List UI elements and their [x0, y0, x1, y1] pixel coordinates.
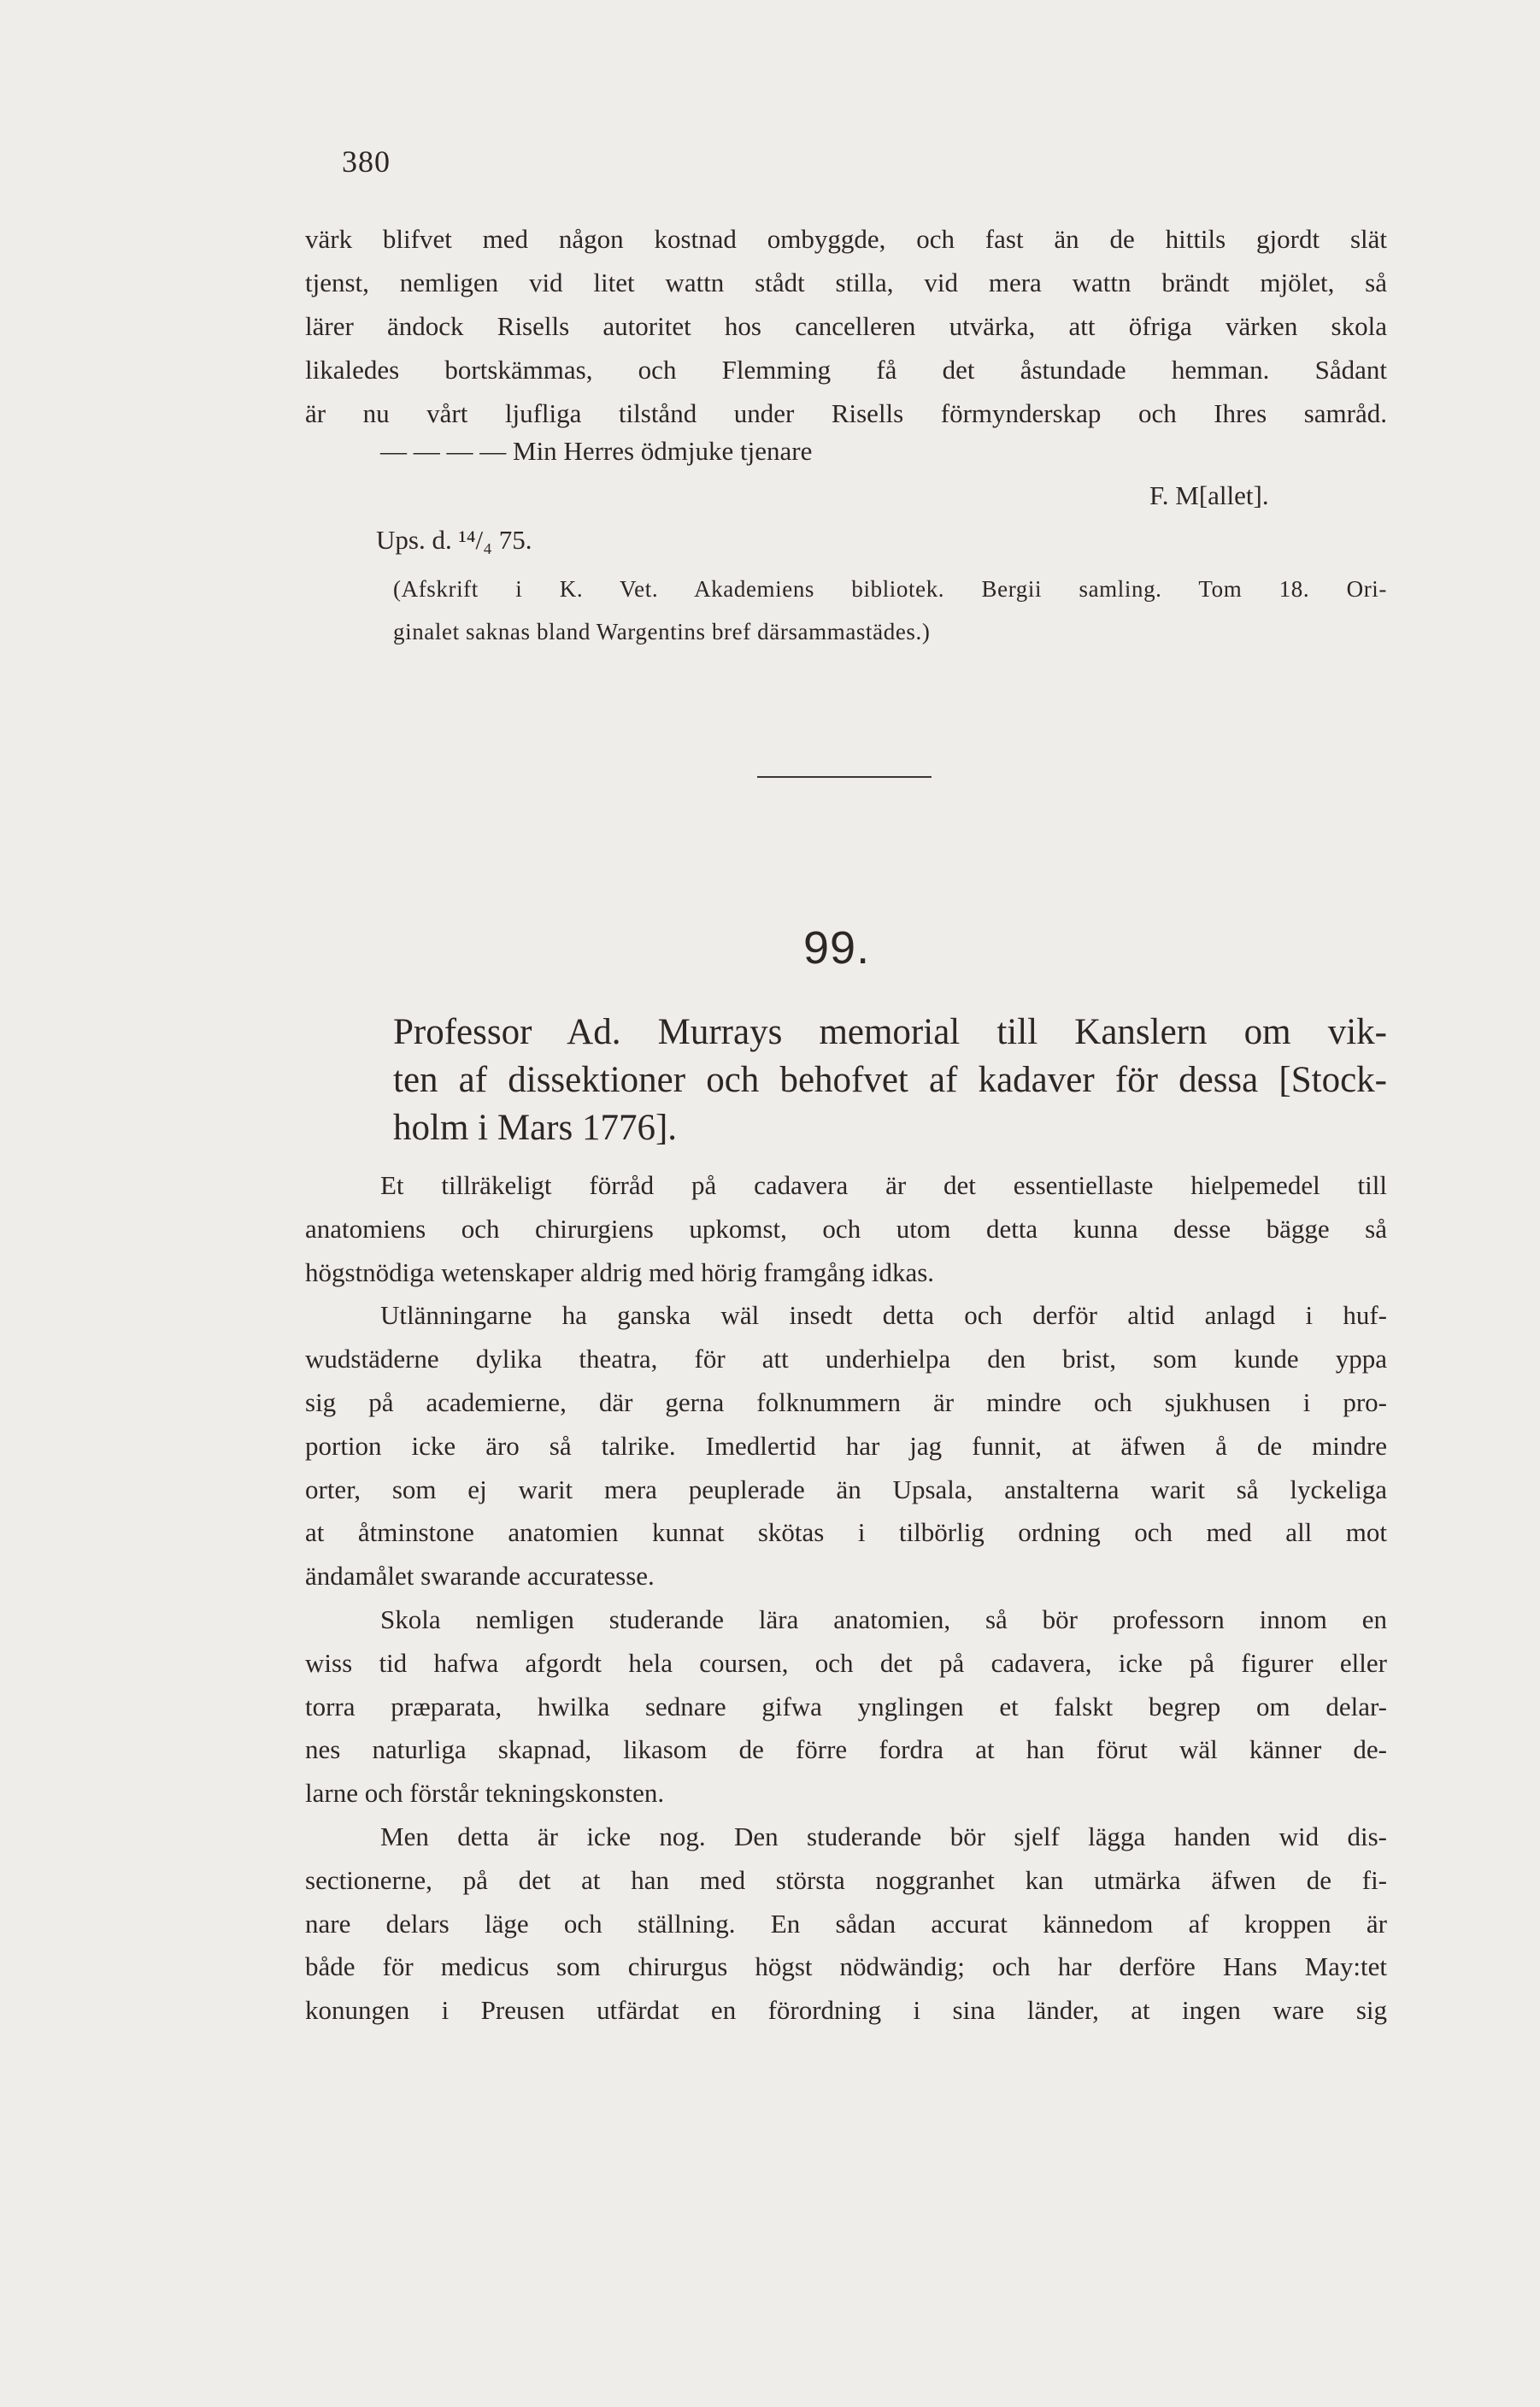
- body-line: Et tillräkeligt förråd på cadavera är det essentiellaste hielpemedel till: [380, 1170, 1387, 1200]
- body-line: konungen i Preusen utfärdat en förordning i sina länder, at ingen ware sig: [305, 1995, 1387, 2026]
- body-line: nare delars läge och ställning. En sådan accurat kännedom af kroppen är: [305, 1908, 1387, 1939]
- text-line: tjenst, nemligen vid litet wattn stådt stilla, vid mera wattn brändt mjölet, så: [305, 268, 1387, 297]
- text-line: lärer ändock Risells autoritet hos cancelleren utvärka, att öfriga värken skola: [305, 311, 1387, 341]
- heading-line: Professor Ad. Murrays memorial till Kanslern om vik-: [393, 1012, 1387, 1052]
- page-number: 380: [342, 144, 391, 179]
- memorial-body: [305, 1164, 1387, 2033]
- body-line: orter, som ej warit mera peuplerade än Upsala, anstalterna warit så lyckeliga: [305, 1474, 1387, 1504]
- section-divider: [757, 776, 932, 778]
- text-line: likaledes bortskämmas, och Flemming få det åstundade hemman. Sådant: [305, 355, 1387, 385]
- text-line: är nu vårt ljufliga tilstånd under Risells förmynderskap och Ihres samråd.: [305, 398, 1387, 428]
- body-line: sectionerne, på det at han med största noggranhet kan utmärka äfwen de fi-: [305, 1864, 1387, 1895]
- body-line: både för medicus som chirurgus högst nödwändig; och har derföre Hans May:tet: [305, 1951, 1387, 1982]
- body-line: wudstäderne dylika theatra, för att underhielpa den brist, som kunde yppa: [305, 1344, 1387, 1374]
- note-line: ginalet saknas bland Wargentins bref därsammastädes.): [393, 619, 931, 644]
- body-line: anatomiens och chirurgiens upkomst, och utom detta kunna desse bägge så: [305, 1213, 1387, 1244]
- body-line: wiss tid hafwa afgordt hela coursen, och det på cadavera, icke på figurer eller: [305, 1647, 1387, 1678]
- body-line: nes naturliga skapnad, likasom de förre fordra at han förut wäl känner de-: [305, 1734, 1387, 1765]
- source-note: [393, 568, 1387, 653]
- body-line: högstnödiga wetenskaper aldrig med hörig framgång idkas.: [305, 1256, 935, 1287]
- document-number: 99.: [803, 922, 871, 974]
- document-heading: [393, 1009, 1387, 1152]
- body-line: Men detta är icke nog. Den studerande bör sjelf lägga handen wid dis-: [380, 1821, 1387, 1851]
- body-line: Utlänningarne ha ganska wäl insedt detta och derför altid anlagd i huf-: [380, 1300, 1387, 1331]
- body-line: sig på academierne, där gerna folknummern är mindre och sjukhusen i pro-: [305, 1386, 1387, 1417]
- body-line: Skola nemligen studerande lära anatomien, så bör professorn innom en: [380, 1604, 1387, 1634]
- note-line: (Afskrift i K. Vet. Akademiens bibliotek. Bergii samling. Tom 18. Ori-: [393, 576, 1387, 602]
- body-line: ändamålet swarande accuratesse.: [305, 1561, 655, 1592]
- heading-line: ten af dissektioner och behofvet af kadaver för dessa [Stock-: [393, 1060, 1387, 1100]
- body-line: torra præparata, hwilka sednare gifwa ynglingen et falskt begrep om delar-: [305, 1691, 1387, 1721]
- letter-signature: F. M[allet].: [1149, 480, 1269, 510]
- letter-closing: — — — — Min Herres ödmjuke tjenare: [380, 436, 813, 466]
- body-line: at åtminstone anatomien kunnat skötas i tilbörlig ordning och med all mot: [305, 1517, 1387, 1548]
- body-line: larne och förstår tekningskonsten.: [305, 1778, 665, 1809]
- heading-line: holm i Mars 1776].: [393, 1108, 678, 1148]
- letter-ending-paragraph: [305, 217, 1387, 435]
- body-line: portion icke äro så talrike. Imedlertid har jag funnit, at äfwen å de mindre: [305, 1430, 1387, 1461]
- letter-dateline: Ups. d. ¹⁴/₄ 75.: [376, 525, 532, 555]
- text-line: värk blifvet med någon kostnad ombyggde, och fast än de hittils gjordt slät: [305, 224, 1387, 254]
